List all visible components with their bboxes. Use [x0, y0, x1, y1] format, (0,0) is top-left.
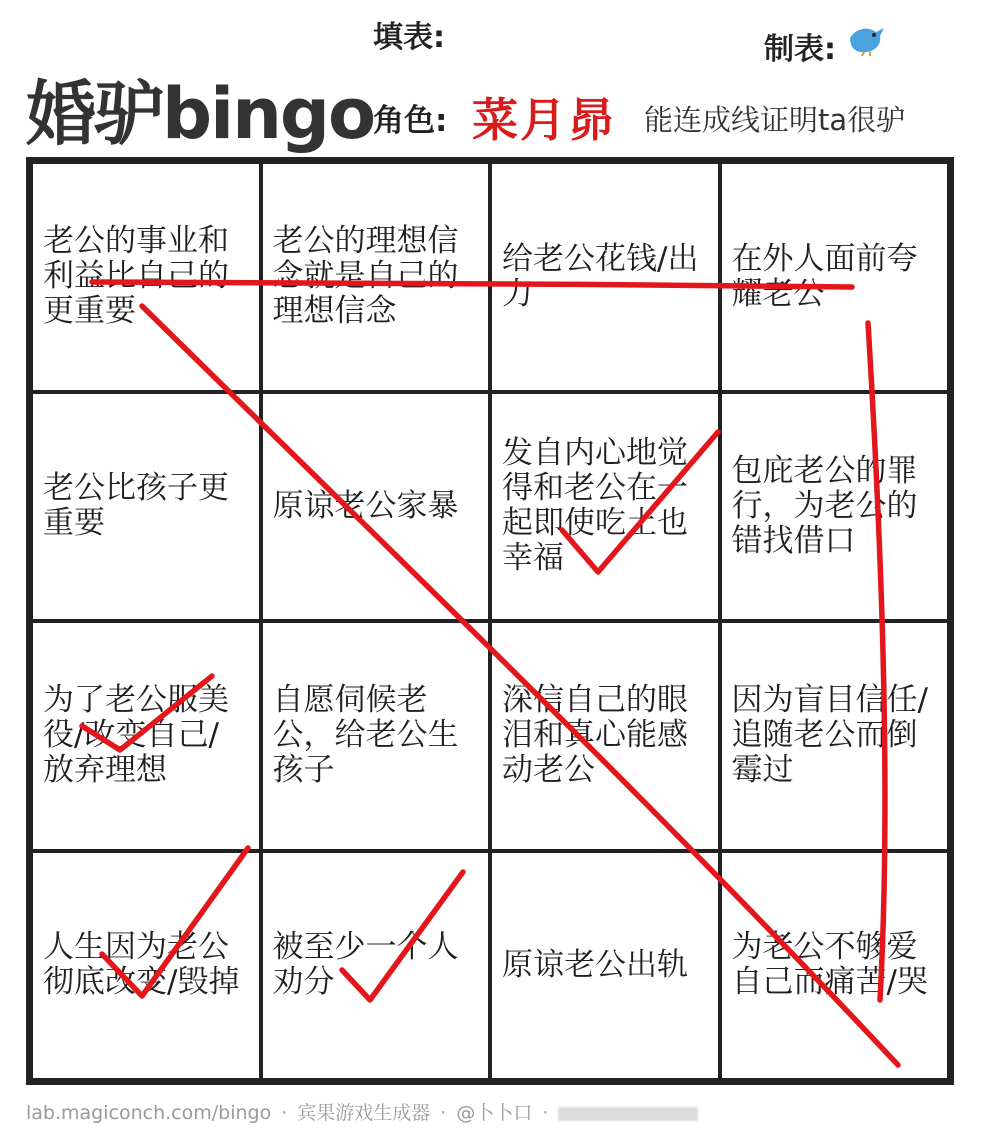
bingo-cell: [261, 392, 491, 622]
cell-text: 包庇老公的罪行，为老公的错找借口: [731, 452, 918, 559]
cell-text: 在外人面前夸耀老公: [731, 240, 918, 312]
cell-text: 给老公花钱/出力: [502, 240, 699, 312]
role-name: 菜月昴: [472, 93, 616, 147]
bingo-cell: [31, 162, 261, 392]
cell-text: 发自内心地觉得和老公在一起即使吃土也幸福: [502, 435, 688, 577]
cell-text: 原谅老公出轨: [502, 946, 688, 983]
bingo-cell: [720, 392, 950, 622]
bingo-cell: [720, 162, 950, 392]
blurred-watermark: [558, 1107, 698, 1121]
bingo-cell: [261, 621, 491, 851]
cell-text: 人生因为老公彻底改变/毁掉: [43, 929, 240, 1001]
bingo-cell: [261, 162, 491, 392]
bingo-cell: [720, 621, 950, 851]
footer-author: @卜卜口: [456, 1102, 533, 1124]
footer: lab.magiconch.com/bingo · 宾果游戏生成器 · @卜卜口 ·: [26, 1098, 698, 1125]
cell-text: 原谅老公家暴: [272, 487, 459, 524]
cell-text: 为老公不够爱自己而痛苦/哭: [731, 929, 928, 1001]
bingo-cell: [490, 392, 720, 622]
bingo-cell: [31, 392, 261, 622]
cell-text: 为了老公服美役/改变自己/放弃理想: [43, 682, 229, 789]
cell-text: 因为盲目信任/追随老公而倒霉过: [731, 682, 928, 789]
bingo-cell: [31, 621, 261, 851]
footer-generator: 宾果游戏生成器: [297, 1102, 431, 1124]
bingo-board: [26, 157, 954, 1085]
page-title: 婚驴bingo: [26, 73, 375, 155]
bingo-cell: [490, 162, 720, 392]
subtitle: 能连成线证明ta很驴: [644, 103, 906, 137]
bingo-cell: [490, 851, 720, 1081]
cell-text: 老公比孩子更重要: [43, 470, 229, 542]
role-label: 角色:: [373, 103, 448, 139]
footer-site: lab.magiconch.com/bingo: [26, 1102, 272, 1124]
bingo-cell: [261, 851, 491, 1081]
cell-text: 自愿伺候老公，给老公生孩子: [272, 682, 459, 789]
cell-text: 深信自己的眼泪和真心能感动老公: [502, 682, 688, 789]
bird-icon: [846, 22, 886, 56]
bingo-cell: [720, 851, 950, 1081]
bingo-cell: [31, 851, 261, 1081]
bingo-cell: [490, 621, 720, 851]
cell-text: 老公的事业和利益比自己的更重要: [43, 223, 229, 330]
maker-label: 制表:: [764, 32, 836, 67]
cell-text: 被至少一个人劝分: [272, 929, 459, 1001]
cell-text: 老公的理想信念就是自己的理想信念: [272, 223, 459, 330]
fill-label: 填表:: [373, 20, 445, 55]
